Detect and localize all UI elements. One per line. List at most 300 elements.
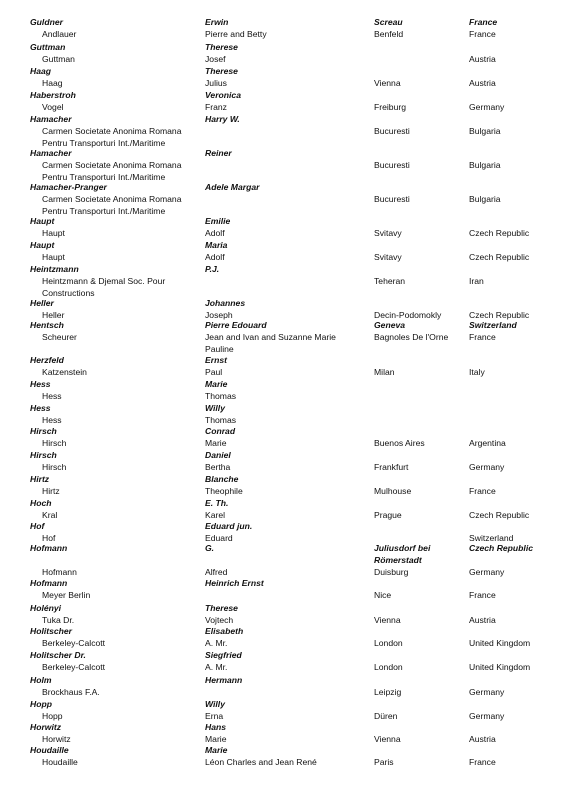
detail-text: Svitavy	[374, 227, 402, 238]
city-column	[374, 182, 468, 206]
detail-text: Vienna	[374, 614, 401, 625]
city-column	[374, 17, 468, 41]
surname-column	[30, 17, 198, 41]
detail-text: Tuka Dr.	[42, 614, 75, 625]
detail-text	[374, 722, 468, 734]
detail-text	[374, 650, 468, 662]
surname-column	[30, 148, 198, 183]
heading-text: Marie	[205, 745, 228, 755]
heading-text: Houdaille	[30, 745, 69, 755]
detail-text: Germany	[469, 710, 505, 721]
city-column	[374, 498, 468, 522]
heading-text: Hirsch	[30, 450, 57, 460]
given-name-column	[205, 114, 370, 126]
detail-text: Léon Charles and Jean René	[205, 756, 317, 767]
country-column	[469, 42, 565, 66]
detail-text: London	[374, 661, 403, 672]
surname-column	[30, 379, 198, 403]
heading-text: Screau	[374, 17, 403, 27]
detail-text: United Kingdom	[469, 661, 531, 672]
detail-text: France	[469, 485, 496, 496]
heading-text: Switzerland	[469, 320, 517, 330]
detail-text	[469, 216, 565, 228]
surname-column	[30, 216, 198, 240]
detail-text	[374, 426, 468, 438]
detail-text: Benfeld	[374, 28, 404, 39]
heading-text: Hopp	[30, 699, 52, 709]
detail-text: Switzerland	[469, 532, 514, 543]
detail-text: Svitavy	[374, 251, 402, 262]
detail-text	[374, 114, 468, 126]
detail-text	[469, 722, 565, 734]
detail-text	[374, 148, 468, 160]
heading-text: Adele Margar	[205, 182, 260, 192]
detail-text: Czech Republic	[469, 509, 530, 520]
country-column	[469, 403, 565, 415]
city-column	[374, 474, 468, 498]
heading-text: Hamacher	[30, 114, 72, 124]
city-column	[374, 90, 468, 114]
detail-text: Haupt	[42, 251, 65, 262]
detail-text	[469, 474, 565, 486]
heading-text: Czech Republic	[469, 543, 533, 553]
country-column	[469, 90, 565, 114]
detail-text	[469, 264, 565, 276]
detail-text: Germany	[469, 101, 505, 112]
detail-text	[469, 521, 565, 533]
city-column	[374, 148, 468, 172]
detail-text: Hof	[42, 532, 56, 543]
detail-text: Marie	[205, 733, 227, 744]
heading-text: Haag	[30, 66, 52, 76]
detail-text: Germany	[469, 461, 505, 472]
detail-text: A. Mr.	[205, 637, 228, 648]
heading-text: Römerstadt	[374, 554, 422, 565]
heading-text: France	[469, 17, 498, 27]
country-column	[469, 675, 565, 699]
detail-text: Bulgaria	[469, 159, 501, 170]
detail-text	[374, 240, 468, 252]
city-column	[374, 42, 468, 66]
detail-text: Pauline	[205, 343, 234, 354]
heading-text: Haupt	[30, 216, 55, 226]
country-column	[469, 722, 565, 746]
city-column	[374, 521, 468, 533]
city-column	[374, 650, 468, 674]
surname-column	[30, 90, 198, 114]
given-name-column	[205, 17, 370, 41]
detail-text: Vogel	[42, 101, 64, 112]
detail-text	[374, 474, 468, 486]
detail-text: Houdaille	[42, 756, 78, 767]
detail-text	[374, 450, 468, 462]
surname-column	[30, 603, 198, 627]
given-name-column	[205, 450, 370, 474]
surname-column	[30, 426, 198, 450]
surname-column	[30, 699, 198, 723]
surname-column	[30, 626, 198, 650]
heading-text: Maria	[205, 240, 228, 250]
detail-text: Thomas	[205, 390, 237, 401]
detail-text: Andlauer	[42, 28, 77, 39]
detail-text	[469, 42, 565, 54]
country-column	[469, 699, 565, 723]
detail-text: Brockhaus F.A.	[42, 686, 100, 697]
detail-text	[469, 426, 565, 438]
detail-text: Pentru Transporturi Int./Maritime	[42, 137, 166, 148]
city-column	[374, 603, 468, 627]
surname-column	[30, 264, 198, 299]
city-column	[374, 320, 468, 344]
city-column	[374, 379, 468, 391]
detail-text: Duisburg	[374, 566, 409, 577]
detail-text: Heller	[42, 309, 65, 320]
surname-column	[30, 320, 198, 344]
heading-text: Willy	[205, 403, 225, 413]
detail-text: Haupt	[42, 227, 65, 238]
detail-text: Kral	[42, 509, 58, 520]
detail-text: Hirsch	[42, 461, 67, 472]
city-column	[374, 450, 468, 474]
country-column	[469, 148, 565, 172]
detail-text: Freiburg	[374, 101, 406, 112]
given-name-column	[205, 578, 370, 590]
city-column	[374, 403, 468, 415]
heading-text: Hofmann	[30, 543, 68, 553]
detail-text: Decin-Podomokly	[374, 309, 442, 320]
detail-text: Berkeley-Calcott	[42, 637, 106, 648]
detail-text: Hirtz	[42, 485, 60, 496]
heading-text: Therese	[205, 66, 238, 76]
given-name-column	[205, 320, 370, 355]
detail-text: Heintzmann & Djemal Soc. Pour	[42, 275, 166, 286]
country-column	[469, 745, 565, 769]
detail-text	[469, 650, 565, 662]
surname-column	[30, 240, 198, 264]
city-column	[374, 578, 468, 602]
city-column	[374, 240, 468, 264]
detail-text	[469, 555, 565, 567]
detail-text: Czech Republic	[469, 251, 530, 262]
city-column	[374, 66, 468, 90]
heading-text: Daniel	[205, 450, 231, 460]
heading-text: Erwin	[205, 17, 229, 27]
given-name-column	[205, 90, 370, 114]
heading-text: Herzfeld	[30, 355, 64, 365]
detail-text: Hess	[42, 390, 62, 401]
given-name-column	[205, 543, 370, 578]
detail-text: Thomas	[205, 414, 237, 425]
country-column	[469, 240, 565, 264]
surname-column	[30, 66, 198, 90]
detail-text: Paul	[205, 366, 223, 377]
detail-text: Düren	[374, 710, 398, 721]
detail-text	[469, 298, 565, 310]
detail-text: Constructions	[42, 287, 95, 298]
detail-text	[469, 578, 565, 590]
city-column	[374, 355, 468, 379]
detail-text	[374, 745, 468, 757]
detail-text: Karel	[205, 509, 226, 520]
detail-text: Katzenstein	[42, 366, 87, 377]
heading-text: Hans	[205, 722, 227, 732]
given-name-column	[205, 148, 370, 160]
detail-text: Austria	[469, 614, 496, 625]
heading-text: Hirsch	[30, 426, 57, 436]
detail-text: Czech Republic	[469, 309, 530, 320]
detail-text	[469, 182, 565, 194]
given-name-column	[205, 240, 370, 264]
detail-text: Paris	[374, 756, 394, 767]
detail-text: Erna	[205, 710, 224, 721]
country-column	[469, 474, 565, 498]
country-column	[469, 66, 565, 90]
heading-text: Hoch	[30, 498, 52, 508]
heading-text: Eduard jun.	[205, 521, 253, 531]
heading-text: Holényi	[30, 603, 62, 613]
country-column	[469, 379, 565, 391]
heading-text: Willy	[205, 699, 225, 709]
given-name-column	[205, 626, 370, 650]
heading-text: Heinrich Ernst	[205, 578, 264, 588]
detail-text	[374, 216, 468, 228]
detail-text	[469, 66, 565, 78]
detail-text: Milan	[374, 366, 395, 377]
heading-text: Reiner	[205, 148, 232, 158]
heading-text: Marie	[205, 379, 228, 389]
heading-text: Hess	[30, 379, 51, 389]
heading-text: Guttman	[30, 42, 66, 52]
detail-text: Prague	[374, 509, 402, 520]
country-column	[469, 450, 565, 474]
detail-text: Guttman	[42, 53, 75, 64]
detail-text: Austria	[469, 77, 496, 88]
city-column	[374, 745, 468, 769]
detail-text: United Kingdom	[469, 637, 531, 648]
detail-text: Bucuresti	[374, 125, 410, 136]
given-name-column	[205, 474, 370, 498]
detail-text	[374, 54, 468, 66]
given-name-column	[205, 298, 370, 322]
detail-text: Teheran	[374, 275, 406, 286]
given-name-column	[205, 426, 370, 450]
detail-text	[374, 498, 468, 510]
surname-column	[30, 498, 198, 522]
detail-text: Czech Republic	[469, 227, 530, 238]
detail-text	[469, 745, 565, 757]
detail-text: Mulhouse	[374, 485, 412, 496]
heading-text: Juliusdorf bei	[374, 543, 431, 553]
detail-text: Germany	[469, 686, 505, 697]
detail-text	[469, 675, 565, 687]
country-column	[469, 216, 565, 240]
country-column	[469, 17, 565, 41]
heading-text: Elisabeth	[205, 626, 244, 636]
detail-text	[374, 521, 468, 533]
detail-text: France	[469, 331, 496, 342]
detail-text: Hirsch	[42, 437, 67, 448]
country-column	[469, 498, 565, 522]
detail-text: Hofmann	[42, 566, 77, 577]
surname-column	[30, 114, 198, 149]
country-column	[469, 603, 565, 627]
city-column	[374, 426, 468, 450]
detail-text: Iran	[469, 275, 484, 286]
given-name-column	[205, 182, 370, 194]
city-column	[374, 216, 468, 240]
detail-text: Nice	[374, 589, 392, 600]
heading-text: E. Th.	[205, 498, 229, 508]
detail-text: Bulgaria	[469, 125, 501, 136]
heading-text: Horwitz	[30, 722, 62, 732]
surname-column	[30, 745, 198, 769]
detail-text	[374, 603, 468, 615]
detail-text: Adolf	[205, 251, 225, 262]
given-name-column	[205, 66, 370, 90]
detail-text: Carmen Societate Anonima Romana	[42, 125, 182, 136]
detail-text	[374, 298, 468, 310]
detail-text: London	[374, 637, 403, 648]
detail-text: Leipzig	[374, 686, 402, 697]
given-name-column	[205, 745, 370, 769]
heading-text: G.	[205, 543, 215, 553]
heading-text: Hess	[30, 403, 51, 413]
detail-text: Eduard	[205, 532, 233, 543]
city-column	[374, 675, 468, 699]
detail-text	[30, 555, 198, 567]
country-column	[469, 264, 565, 288]
detail-text: Alfred	[205, 566, 228, 577]
surname-column	[30, 543, 198, 578]
detail-text	[374, 675, 468, 687]
given-name-column	[205, 355, 370, 379]
heading-text: Hirtz	[30, 474, 50, 484]
detail-text: Horwitz	[42, 733, 71, 744]
detail-text: Bertha	[205, 461, 231, 472]
detail-text: Theophile	[205, 485, 243, 496]
city-column	[374, 722, 468, 746]
detail-text	[374, 626, 468, 638]
heading-text: Haberstroh	[30, 90, 76, 100]
country-column	[469, 320, 565, 344]
given-name-column	[205, 699, 370, 723]
detail-text: Berkeley-Calcott	[42, 661, 106, 672]
detail-text	[469, 603, 565, 615]
heading-text: Therese	[205, 42, 238, 52]
heading-text: Holitscher	[30, 626, 73, 636]
detail-text: France	[469, 756, 496, 767]
given-name-column	[205, 403, 370, 427]
detail-text: Joseph	[205, 309, 233, 320]
country-column	[469, 298, 565, 322]
detail-text	[469, 699, 565, 711]
given-name-column	[205, 379, 370, 403]
detail-text	[469, 240, 565, 252]
surname-column	[30, 578, 198, 602]
surname-column	[30, 355, 198, 379]
heading-text: Haupt	[30, 240, 55, 250]
city-column	[374, 543, 468, 578]
detail-text: Germany	[469, 566, 505, 577]
detail-text: Bagnoles De l'Orne	[374, 331, 449, 342]
country-column	[469, 543, 565, 578]
city-column	[374, 264, 468, 288]
country-column	[469, 521, 565, 545]
heading-text: Johannes	[205, 298, 246, 308]
detail-text: Frankfurt	[374, 461, 409, 472]
surname-column	[30, 521, 198, 545]
detail-text: Adolf	[205, 227, 225, 238]
surname-column	[30, 42, 198, 66]
detail-text: Bulgaria	[469, 193, 501, 204]
detail-text	[374, 355, 468, 367]
heading-text: Siegfried	[205, 650, 242, 660]
detail-text: France	[469, 28, 496, 39]
given-name-column	[205, 498, 370, 522]
heading-text: Harry W.	[205, 114, 240, 124]
country-column	[469, 426, 565, 450]
detail-text: Buenos Aires	[374, 437, 425, 448]
detail-text	[374, 182, 468, 194]
surname-column	[30, 298, 198, 322]
given-name-column	[205, 650, 370, 674]
heading-text: Hermann	[205, 675, 243, 685]
detail-text: Vienna	[374, 77, 401, 88]
given-name-column	[205, 42, 370, 66]
detail-text	[469, 114, 565, 126]
detail-text	[374, 578, 468, 590]
city-column	[374, 298, 468, 322]
detail-text: Franz	[205, 101, 227, 112]
heading-text: Conrad	[205, 426, 236, 436]
detail-text: Marie	[205, 437, 227, 448]
detail-text	[469, 355, 565, 367]
heading-text: P.J.	[205, 264, 220, 274]
heading-text: Holitscher Dr.	[30, 650, 86, 660]
heading-text: Hofmann	[30, 578, 68, 588]
detail-text: Julius	[205, 77, 227, 88]
heading-text: Hamacher-Pranger	[30, 182, 107, 192]
heading-text: Holm	[30, 675, 52, 685]
heading-text: Emilie	[205, 216, 231, 226]
heading-text: Veronica	[205, 90, 241, 100]
detail-text: A. Mr.	[205, 661, 228, 672]
detail-text: Bucuresti	[374, 159, 410, 170]
heading-text: Pierre Edouard	[205, 320, 267, 330]
heading-text: Guldner	[30, 17, 63, 27]
country-column	[469, 182, 565, 206]
given-name-column	[205, 521, 370, 545]
detail-text: Pentru Transporturi Int./Maritime	[42, 171, 166, 182]
detail-text	[374, 699, 468, 711]
country-column	[469, 650, 565, 674]
surname-column	[30, 722, 198, 746]
detail-text: Vienna	[374, 733, 401, 744]
detail-text	[469, 379, 565, 391]
detail-text: Austria	[469, 733, 496, 744]
heading-text: Therese	[205, 603, 238, 613]
detail-text: Scheurer	[42, 331, 77, 342]
detail-text: Hess	[42, 414, 62, 425]
detail-text: Haag	[42, 77, 63, 88]
detail-text	[374, 264, 468, 276]
detail-text	[374, 90, 468, 102]
country-column	[469, 578, 565, 602]
surname-column	[30, 675, 198, 699]
detail-text	[374, 379, 468, 391]
given-name-column	[205, 722, 370, 746]
detail-text	[469, 148, 565, 160]
